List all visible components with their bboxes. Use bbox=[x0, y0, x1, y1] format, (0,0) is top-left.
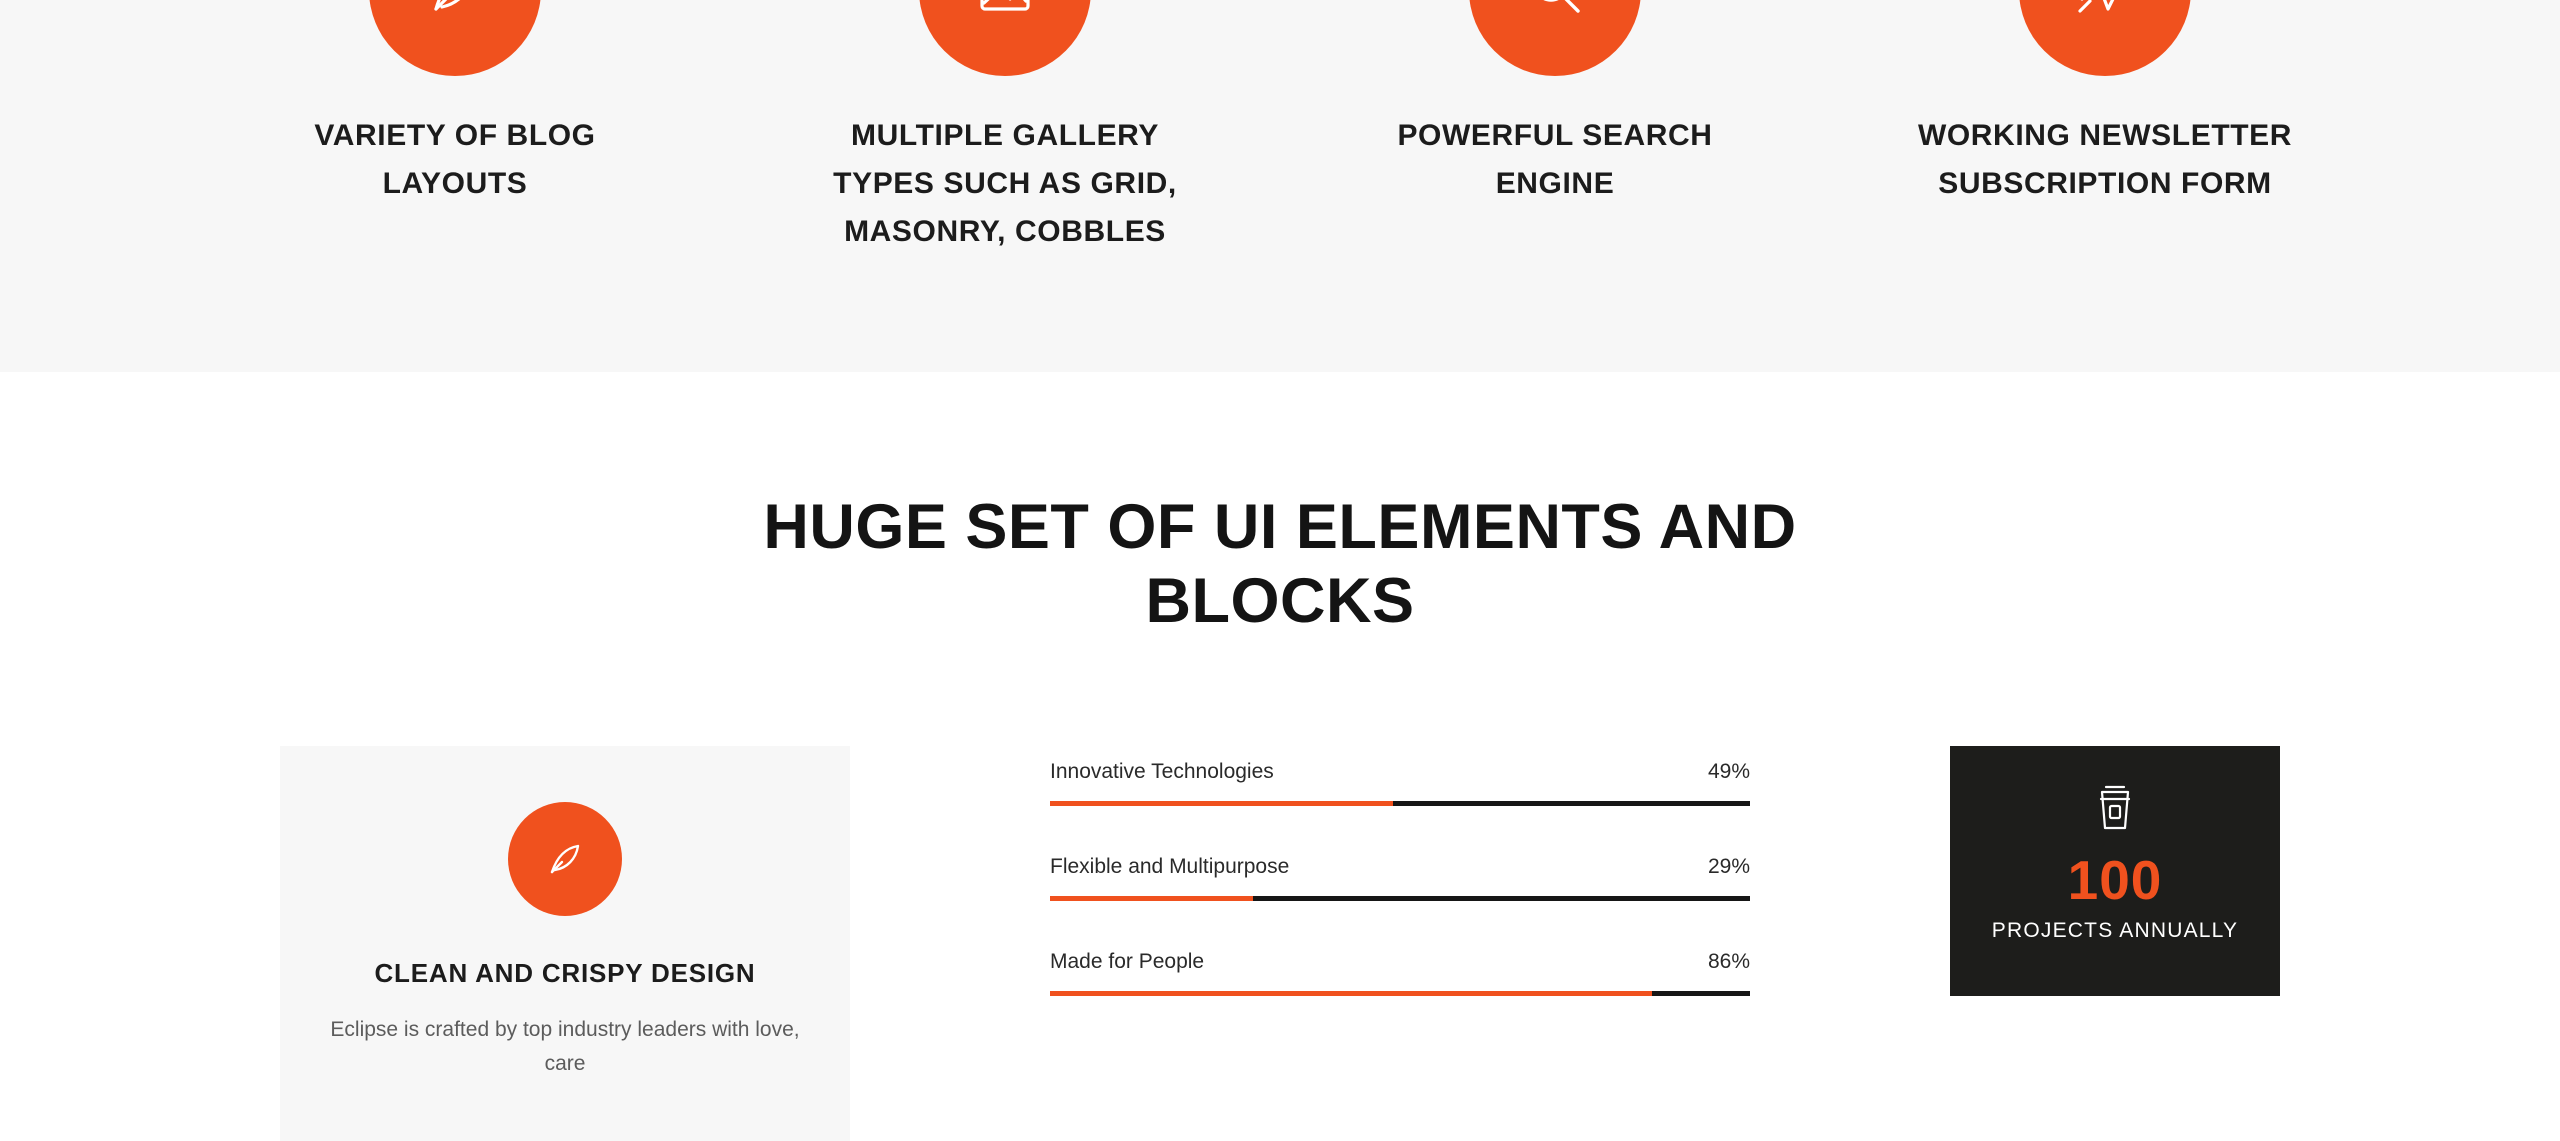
skill-bar-made-for-people bbox=[1050, 950, 1750, 996]
card-title: CLEAN AND CRISPY DESIGN bbox=[374, 958, 756, 988]
skill-percent: 49% bbox=[1707, 760, 1750, 783]
skill-bar-innovative-technologies bbox=[1050, 760, 1750, 806]
skill-bar-flexible-multipurpose bbox=[1050, 855, 1750, 901]
skill-fill bbox=[1050, 801, 1393, 806]
clean-design-card bbox=[280, 746, 850, 1141]
feature-title: POWERFUL SEARCH ENGINE bbox=[1397, 119, 1713, 200]
feather-icon bbox=[508, 802, 622, 916]
skill-label: Made for People bbox=[1050, 950, 1205, 973]
feature-title: WORKING NEWSLETTER SUBSCRIPTION FORM bbox=[1917, 119, 2293, 200]
counter-label: PROJECTS ANNUALLY bbox=[1991, 919, 2239, 942]
image-gallery-icon bbox=[919, 0, 1091, 76]
page-title: HUGE SET OF UI ELEMENTS AND BLOCKS bbox=[763, 492, 1797, 636]
paper-plane-icon bbox=[2019, 0, 2191, 76]
skill-label: Innovative Technologies bbox=[1050, 760, 1274, 783]
skill-bars bbox=[1050, 746, 1750, 1045]
feature-title: MULTIPLE GALLERY TYPES SUCH AS GRID, MASONRY, COBBLES bbox=[833, 119, 1177, 248]
projects-counter-box bbox=[1950, 746, 2280, 996]
feature-title: VARIETY OF BLOG LAYOUTS bbox=[314, 119, 596, 200]
coffee-cup-icon bbox=[2092, 780, 2138, 839]
skill-track bbox=[1050, 896, 1750, 901]
magnifier-search-icon bbox=[1469, 0, 1641, 76]
skill-fill bbox=[1050, 896, 1253, 901]
features-band bbox=[0, 0, 2560, 372]
features-row bbox=[240, 0, 2320, 256]
quill-pen-icon bbox=[369, 0, 541, 76]
skill-percent: 29% bbox=[1707, 855, 1750, 878]
content-row bbox=[280, 746, 2280, 1141]
feature-item-blog-layouts[interactable] bbox=[240, 0, 670, 208]
counter-number: 100 bbox=[2067, 849, 2163, 911]
feature-item-search-engine[interactable] bbox=[1340, 0, 1770, 208]
skill-fill bbox=[1050, 991, 1652, 996]
skill-track bbox=[1050, 801, 1750, 806]
ui-elements-section bbox=[0, 372, 2560, 1141]
feature-item-gallery-types[interactable] bbox=[790, 0, 1220, 256]
card-description: Eclipse is crafted by top industry leaders with love, care bbox=[330, 1018, 800, 1075]
skill-percent: 86% bbox=[1707, 950, 1750, 973]
feature-item-newsletter-form[interactable] bbox=[1890, 0, 2320, 208]
skill-track bbox=[1050, 991, 1750, 996]
skill-label: Flexible and Multipurpose bbox=[1050, 855, 1290, 878]
